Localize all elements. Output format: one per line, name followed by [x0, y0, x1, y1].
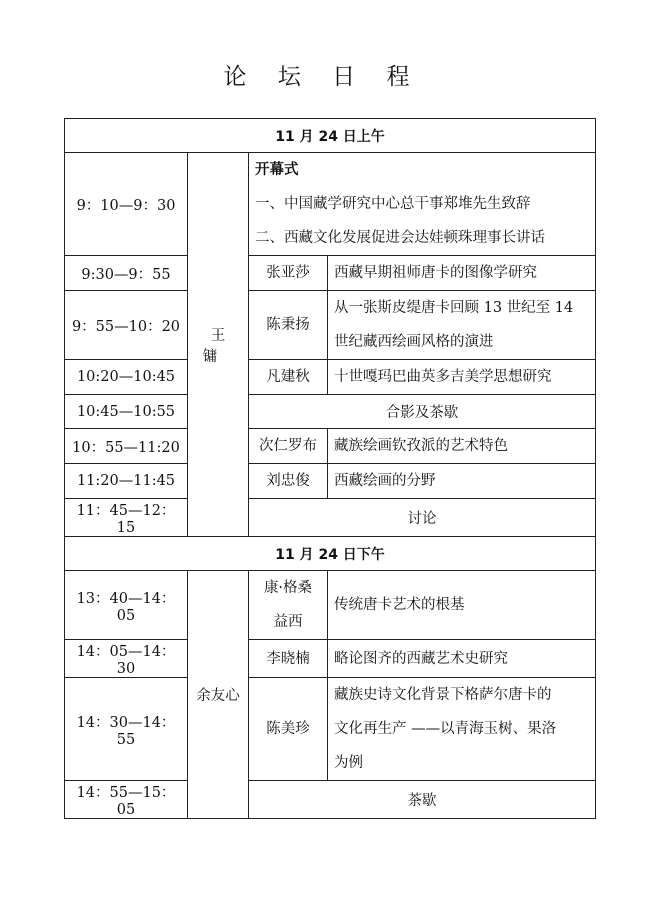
- opening-item-2: 二、西藏文化发展促进会达娃顿珠理事长讲话: [255, 230, 545, 246]
- opening-item-1: 一、中国藏学研究中心总干事郑堆先生致辞: [255, 196, 531, 212]
- opening-row: [65, 153, 596, 256]
- table-row: [65, 291, 596, 360]
- table-row: [65, 360, 596, 395]
- session-time: 13：40—14：05: [65, 571, 188, 640]
- afternoon-chair: 余友心: [188, 571, 249, 819]
- table-row: [65, 464, 596, 499]
- talk-title: 传统唐卡艺术的根基: [328, 571, 596, 640]
- speaker: 李晓楠: [249, 640, 328, 678]
- opening-label: 开幕式: [255, 162, 299, 178]
- table-row: [65, 256, 596, 291]
- afternoon-header-row: [65, 537, 596, 571]
- talk-title-line: 文化再生产 ——以青海玉树、果洛: [334, 721, 557, 737]
- afternoon-header: 11 月 24 日下午: [65, 537, 596, 571]
- speaker-line: 益西: [273, 614, 303, 630]
- session-time: 9：55—10：20: [65, 291, 188, 360]
- talk-title: 西藏早期祖师唐卡的图像学研究: [328, 256, 596, 291]
- schedule-table: [64, 118, 596, 819]
- morning-header: 11 月 24 日上午: [65, 119, 596, 153]
- talk-title-line: 藏族史诗文化背景下格萨尔唐卡的: [334, 687, 552, 703]
- talk-title: [328, 291, 596, 360]
- talk-title: 藏族绘画钦孜派的艺术特色: [328, 429, 596, 464]
- session-time: 11：45—12：15: [65, 499, 188, 537]
- table-row: [65, 395, 596, 429]
- talk-title: 十世嘎玛巴曲英多吉美学思想研究: [328, 360, 596, 395]
- morning-header-row: [65, 119, 596, 153]
- page-title: 论 坛 日 程: [223, 64, 422, 90]
- speaker: 凡建秋: [249, 360, 328, 395]
- speaker: 张亚莎: [249, 256, 328, 291]
- session-time: 14：55—15：05: [65, 781, 188, 819]
- speaker-line: 康·格桑: [263, 580, 313, 596]
- speaker: 刘忠俊: [249, 464, 328, 499]
- speaker: 次仁罗布: [249, 429, 328, 464]
- speaker: 陈美珍: [249, 678, 328, 781]
- opening-content: [249, 153, 596, 256]
- talk-title-line: 世纪藏西绘画风格的演进: [334, 334, 494, 350]
- table-row: [65, 499, 596, 537]
- discussion-label: 讨论: [249, 499, 596, 537]
- morning-chair: [188, 153, 249, 537]
- session-time: 14：30—14：55: [65, 678, 188, 781]
- session-time: 9:30—9：55: [65, 256, 188, 291]
- table-row: [65, 429, 596, 464]
- table-row: [65, 571, 596, 640]
- table-row: [65, 678, 596, 781]
- morning-chair-name: 王 镛: [202, 327, 242, 365]
- talk-title: 略论图齐的西藏艺术史研究: [328, 640, 596, 678]
- talk-title: [328, 678, 596, 781]
- session-time: 10:20—10:45: [65, 360, 188, 395]
- break-label: 合影及茶歇: [249, 395, 596, 429]
- session-time: 10：55—11:20: [65, 429, 188, 464]
- table-row: [65, 781, 596, 819]
- session-time: 14：05—14：30: [65, 640, 188, 678]
- talk-title-line: 从一张斯皮缇唐卡回顾 13 世纪至 14: [334, 300, 574, 316]
- talk-title: 西藏绘画的分野: [328, 464, 596, 499]
- opening-time: 9：10—9：30: [65, 153, 188, 256]
- table-row: [65, 640, 596, 678]
- session-time: 10:45—10:55: [65, 395, 188, 429]
- talk-title-line: 为例: [334, 755, 363, 771]
- break-label: 茶歇: [249, 781, 596, 819]
- session-time: 11:20—11:45: [65, 464, 188, 499]
- speaker: [249, 571, 328, 640]
- speaker: 陈秉扬: [249, 291, 328, 360]
